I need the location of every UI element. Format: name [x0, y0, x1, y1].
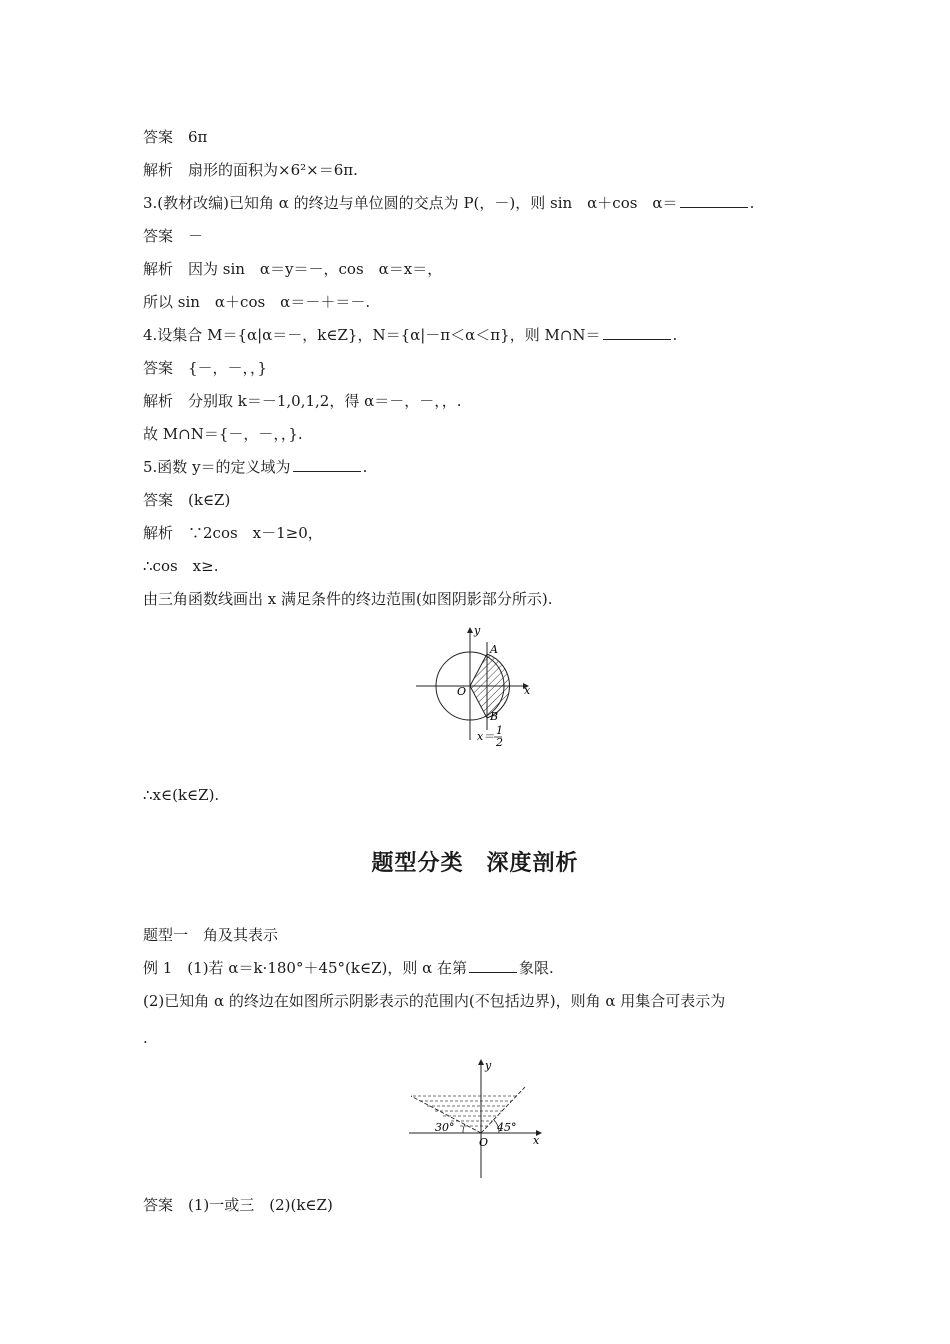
question-4-end: . — [672, 326, 678, 344]
answer-blank — [603, 325, 671, 340]
label-o: O — [479, 1136, 489, 1149]
text-line: ∴x∈(k∈Z). — [143, 786, 220, 804]
label-x: x — [524, 684, 531, 697]
analysis-line: 解析 ∵2cos x－1≥0， — [143, 524, 323, 542]
question-5-text: 5.函数 y＝的定义域为 — [143, 458, 291, 476]
analysis-line: 解析 分别取 k＝－1,0,1,2，得 α＝－，－，，. — [143, 392, 462, 410]
label-y: y — [485, 1059, 492, 1072]
text-line: 由三角函数线画出 x 满足条件的终边范围(如图阴影部分所示). — [143, 590, 553, 608]
answer-line: 答案 (1)一或三 (2)(k∈Z) — [143, 1196, 333, 1214]
analysis-line: 解析 扇形的面积为×6²×＝6π. — [143, 161, 358, 179]
question-3-end: . — [749, 194, 755, 212]
label-y: y — [474, 624, 481, 637]
label-o: O — [457, 685, 467, 698]
label-45: 45° — [497, 1121, 517, 1134]
text-line: 所以 sin α＋cos α＝－＋＝－. — [143, 293, 371, 311]
question-3-text: 3.(教材改编)已知角 α 的终边与单位圆的交点为 P(，－)，则 sin α＋cos α＝ — [143, 194, 678, 212]
answer-line: 答案 － — [143, 227, 204, 245]
example-1-end: 象限. — [519, 959, 554, 977]
example-1-part-2: (2)已知角 α 的终边在如图所示阴影表示的范围内(不包括边界)，则角 α 用集合可表示为 — [143, 992, 726, 1010]
question-5 — [143, 457, 367, 477]
label-line: x＝ — [477, 730, 495, 743]
label-30: 30° — [435, 1121, 455, 1134]
label-num: 1 — [496, 724, 503, 737]
answer-line: 答案 (k∈Z) — [143, 491, 231, 509]
answer-blank — [293, 457, 361, 472]
question-5-end: . — [362, 458, 368, 476]
text-line: ∴cos x≥. — [143, 557, 219, 575]
label-a: A — [490, 643, 498, 656]
text-line: 故 M∩N＝{－，－，，}. — [143, 425, 303, 443]
question-3 — [143, 193, 754, 213]
label-x: x — [533, 1134, 540, 1147]
arc-30 — [463, 1124, 465, 1133]
section-heading: 题型分类 深度剖析 — [371, 851, 579, 876]
label-den: 2 — [496, 736, 503, 749]
unit-circle-figure — [410, 622, 540, 752]
example-1-text: 例 1 (1)若 α＝k·180°＋45°(k∈Z)，则 α 在第 — [143, 959, 468, 977]
answer-blank — [680, 193, 748, 208]
answer-blank — [469, 958, 517, 973]
answer-line: 答案 {－，－，，} — [143, 359, 268, 377]
question-4 — [143, 325, 677, 345]
topic-title: 题型一 角及其表示 — [143, 926, 279, 944]
question-4-text: 4.设集合 M＝{α|α＝－，k∈Z}，N＝{α|－π＜α＜π}，则 M∩N＝ — [143, 326, 601, 344]
analysis-line: 解析 因为 sin α＝y＝－，cos α＝x＝， — [143, 260, 443, 278]
example-1 — [143, 958, 554, 978]
answer-line: 答案 6π — [143, 128, 208, 146]
text-line: . — [143, 1029, 148, 1047]
label-b: B — [490, 710, 499, 723]
angle-range-figure — [405, 1056, 550, 1181]
